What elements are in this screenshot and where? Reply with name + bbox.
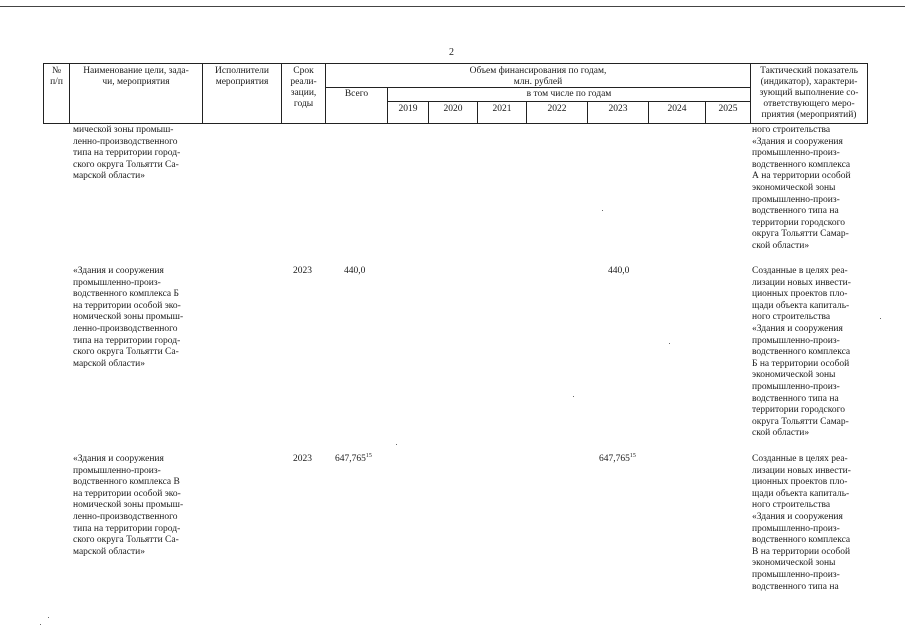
header-by-year: в том числе по годам: [526, 89, 612, 99]
footnote-mark: 15: [365, 452, 372, 459]
header-year-2021: 2021: [492, 104, 512, 114]
row-3-term: 2023: [293, 454, 312, 464]
scan-speck: [573, 396, 574, 397]
header-year-2020: 2020: [443, 104, 463, 114]
row-3-total: 647,765$^{15}$: [335, 452, 372, 464]
row-1-name: мической зоны промыш- ленно-производственного типа на территории город- ского округа Тольятти Са- марской области»: [73, 125, 181, 182]
scan-speck: [48, 617, 49, 618]
row-1-indicator: ного строительства «Здания и сооружения промышленно-произ- водственного комплекса А на территории особой экономической зоны промышленно-произ- водственного типа на территории городского округа Тольятти Самар- ской области»: [752, 125, 851, 251]
header-funding: Объем финансирования по годам, млн. рублей: [469, 66, 607, 87]
row-3-indicator: Созданные в целях реа- лизации новых инвести- ционных проектов пло- щади объекта капиталь- ного строительства «Здания и сооружения промышленно-произ- водственного комплекса В на территории особой экономической зоны промышленно-произ- водственного типа на: [752, 454, 851, 592]
scan-speck: [669, 343, 670, 344]
header-year-2024: 2024: [667, 104, 687, 114]
scan-speck: [602, 210, 603, 211]
row-3-name: «Здания и сооружения промышленно-произ- водственного комплекса В на территории особой эко- номической зоны промыш- ленно-производственного типа на территории город- ского округа Тольятти Са- марской области»: [73, 454, 184, 557]
row-3-2023: 647,765$^{15}$: [599, 452, 636, 464]
header-indicator: Тактический показатель (индикатор), характери- зующий выполнение со- ответствующего меро- приятия (мероприятий): [759, 66, 859, 120]
header-year-2022: 2022: [547, 104, 567, 114]
row-2-total: 440,0: [344, 266, 366, 276]
scan-speck: [396, 444, 397, 445]
header-name: Наименование цели, зада- чи, мероприятия: [83, 66, 189, 87]
row-2-indicator: Созданные в целях реа- лизации новых инвести- ционных проектов пло- щади объекта капиталь- ного строительства «Здания и сооружения промышленно-произ- водственного комплекса Б на территории особой экономической зоны промышленно-произ- водственного типа на территории городского округа Тольятти Самар- ской области»: [752, 266, 851, 439]
header-executors: Исполнители мероприятия: [215, 66, 269, 87]
header-year-2023: 2023: [608, 104, 628, 114]
header-total: Всего: [344, 89, 369, 99]
top-rule: [0, 6, 905, 7]
header-number: № п/п: [50, 66, 63, 87]
header-year-2019: 2019: [398, 104, 418, 114]
row-2-2023: 440,0: [608, 266, 630, 276]
header-year-2025: 2025: [718, 104, 738, 114]
row-2-term: 2023: [293, 266, 312, 276]
header-term: Срок реали- зации, годы: [290, 66, 317, 109]
footnote-mark: 15: [629, 452, 636, 459]
row-2-name: «Здания и сооружения промышленно-произ- водственного комплекса Б на территории особой эко- номической зоны промыш- ленно-производственного типа на территории город- ского округа Тольятти Са- марской области»: [73, 266, 184, 369]
scan-speck: [40, 624, 41, 625]
scan-speck: [880, 318, 881, 319]
page-number: 2: [449, 47, 454, 58]
